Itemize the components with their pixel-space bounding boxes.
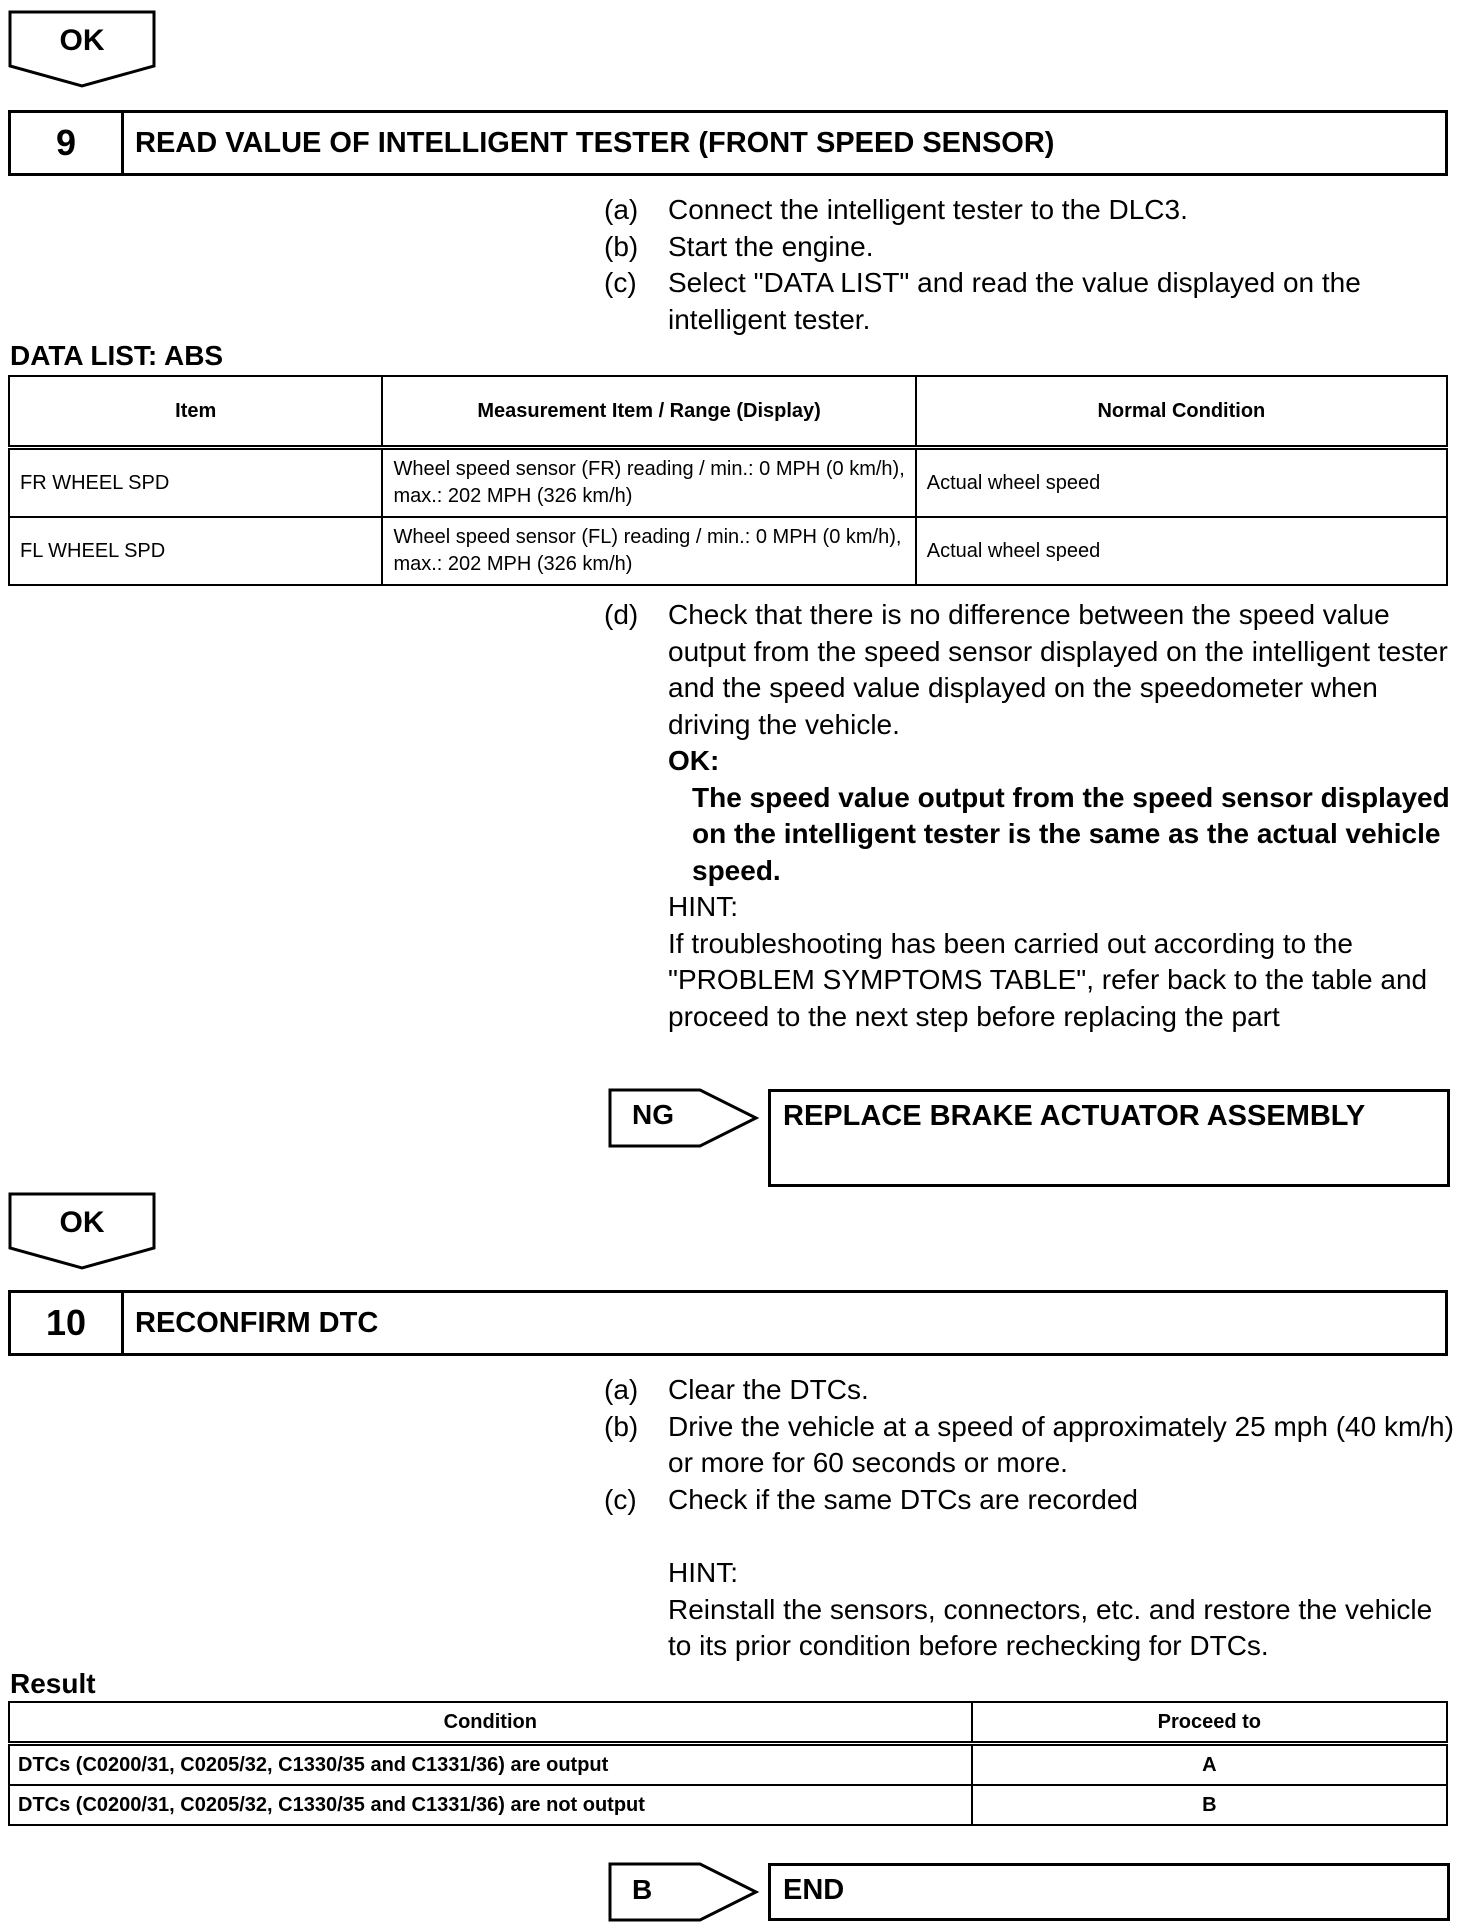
- step-9-instructions: [604, 192, 1454, 338]
- instruction-text: Connect the intelligent tester to the DLC3.: [668, 194, 1188, 225]
- instruction-text: Start the engine.: [668, 230, 874, 262]
- instruction-text: Check that there is no difference between the speed value output from the speed sensor displayed on the intelligent tester and the speed value displayed on the speedometer when driving the vehicle.: [668, 599, 1448, 740]
- instruction-label: (a): [604, 1374, 639, 1405]
- hint-text: Reinstall the sensors, connectors, etc. and restore the vehicle to its prior condition before rechecking for DTCs.: [668, 1593, 1433, 1661]
- instruction-item: [604, 1409, 1454, 1482]
- instruction-item: [604, 192, 1454, 229]
- step-9-header: [8, 110, 1448, 176]
- end-result-box: END: [768, 1863, 1450, 1921]
- instruction-text: Select "DATA LIST" and read the value displayed on the intelligent tester.: [668, 267, 1361, 335]
- data-list-label: DATA LIST: ABS: [10, 340, 224, 371]
- instruction-label: (c): [604, 1483, 637, 1515]
- table-header-cell: Normal Condition: [916, 376, 1447, 448]
- instruction-label: (b): [604, 230, 639, 262]
- step-10-title: RECONFIRM DTC: [135, 1306, 379, 1339]
- instruction-item: [604, 1372, 1454, 1409]
- table-cell-condition: Actual wheel speed: [916, 517, 1447, 585]
- table-row: [9, 517, 1447, 585]
- instruction-text: Clear the DTCs.: [668, 1374, 869, 1405]
- instruction-item: [604, 229, 1454, 266]
- table-cell-condition: DTCs (C0200/31, C0205/32, C1330/35 and C1331/36) are output: [9, 1744, 972, 1786]
- result-table: [8, 1701, 1448, 1826]
- ok-heading: OK:: [668, 745, 720, 776]
- instruction-item: [604, 1482, 1454, 1519]
- table-cell-range: Wheel speed sensor (FL) reading / min.: 0 MPH (0 km/h), max.: 202 MPH (326 km/h): [382, 517, 915, 585]
- instruction-text: Check if the same DTCs are recorded: [668, 1483, 1138, 1515]
- table-header-cell: Measurement Item / Range (Display): [382, 376, 915, 448]
- ok-criteria: The speed value output from the speed sensor displayed on the intelligent tester is the same as the actual vehicle speed.: [692, 781, 1450, 886]
- step-9-number: 9: [11, 113, 124, 173]
- ok-label-top: OK: [59, 24, 105, 57]
- ok-label-mid: OK: [59, 1206, 105, 1239]
- b-arrow-shape: [608, 1862, 760, 1922]
- table-cell-proceed: A: [972, 1744, 1447, 1786]
- step-10-number: 10: [11, 1293, 124, 1353]
- table-cell-range: Wheel speed sensor (FR) reading / min.: 0 MPH (0 km/h), max.: 202 MPH (326 km/h): [382, 448, 915, 518]
- table-cell-proceed: B: [972, 1785, 1447, 1825]
- table-header-row: [9, 1702, 1447, 1744]
- step-10-instructions: [604, 1372, 1454, 1665]
- instruction-item: [604, 597, 1454, 743]
- step-10-header: [8, 1290, 1448, 1356]
- instruction-label: (d): [604, 599, 639, 630]
- table-row: [9, 448, 1447, 518]
- hint-text: If troubleshooting has been carried out according to the "PROBLEM SYMPTOMS TABLE", refer back to the table and proceed to the next step before replacing the part: [668, 927, 1428, 1032]
- table-cell-condition: Actual wheel speed: [916, 448, 1447, 518]
- step-9-check: [604, 597, 1454, 1035]
- instruction-label: (c): [604, 267, 637, 298]
- instruction-text: Drive the vehicle at a speed of approximately 25 mph (40 km/h) or more for 60 seconds or more.: [668, 1410, 1454, 1478]
- ng-arrow-shape: [608, 1088, 760, 1148]
- table-row: [9, 1744, 1447, 1786]
- instruction-label: (a): [604, 194, 639, 225]
- step-9-title: READ VALUE OF INTELLIGENT TESTER (FRONT SPEED SENSOR): [135, 126, 1055, 159]
- table-header-row: [9, 376, 1447, 448]
- result-label: Result: [10, 1668, 96, 1699]
- table-row: [9, 1785, 1447, 1825]
- table-cell-condition: DTCs (C0200/31, C0205/32, C1330/35 and C1331/36) are not output: [9, 1785, 972, 1825]
- table-cell-item: FL WHEEL SPD: [9, 517, 382, 585]
- b-label: B: [632, 1874, 653, 1905]
- ng-label: NG: [632, 1099, 674, 1130]
- ng-result-box: REPLACE BRAKE ACTUATOR ASSEMBLY: [768, 1089, 1450, 1187]
- instruction-item: [604, 265, 1454, 338]
- hint-label: HINT:: [668, 1557, 738, 1588]
- table-header-cell: Proceed to: [972, 1702, 1447, 1744]
- hint-label: HINT:: [668, 891, 738, 922]
- table-header-cell: Condition: [9, 1702, 972, 1744]
- data-list-table: [8, 375, 1448, 586]
- table-header-cell: Item: [9, 376, 382, 448]
- instruction-label: (b): [604, 1410, 639, 1442]
- table-cell-item: FR WHEEL SPD: [9, 448, 382, 518]
